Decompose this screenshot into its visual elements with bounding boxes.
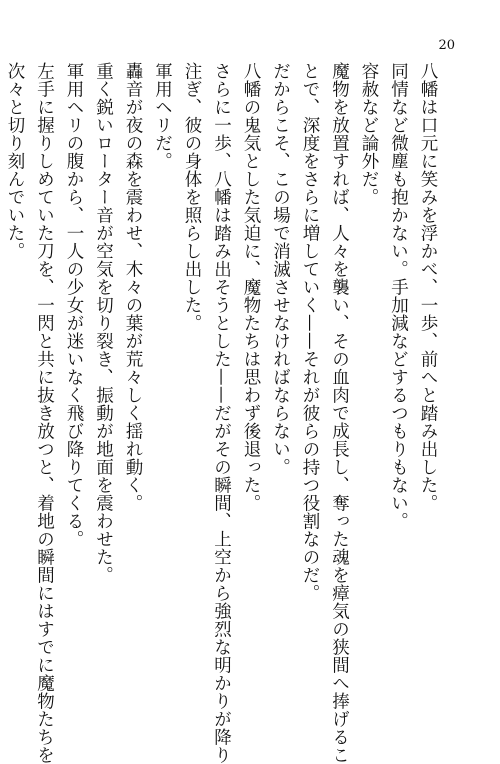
page-number: 20 — [438, 38, 455, 53]
text-line: 八幡の鬼気とした気迫に、魔物たちは思わず後退った。 — [241, 62, 261, 512]
text-line: 次々と切り刻んでいた。 — [5, 62, 25, 260]
text-line: 軍用ヘリの腹から、一人の少女が迷いなく飛び降りてくる。 — [64, 62, 84, 548]
text-line: 左手に握りしめていた刀を、一閃と共に抜き放つと、着地の瞬間にはすでに魔物たちを — [34, 62, 55, 764]
text-line: 軍用ヘリだ。 — [152, 62, 173, 170]
text-line: 注ぎ、彼の身体を照らし出した。 — [182, 62, 202, 332]
text-line: とで、深度をさらに増していく——それが彼らの持つ役割なのだ。 — [300, 62, 320, 602]
text-line: 八幡は口元に笑みを浮かべ、一歩、前へと踏み出した。 — [418, 62, 438, 512]
text-line: 同情など微塵も抱かない。手加減などするつもりもない。 — [388, 62, 409, 530]
text-line: さらに一歩、八幡は踏み出そうとした——だがその瞬間、上空から強烈な明かりが降り — [211, 62, 232, 764]
text-line: だからこそ、この場で消滅させなければならない。 — [270, 62, 291, 476]
text-line: 轟音が夜の森を震わせ、木々の葉が荒々しく揺れ動く。 — [123, 62, 143, 512]
text-line: 容赦など論外だ。 — [359, 62, 379, 206]
text-line: 重く鋭いローター音が空気を切り裂き、振動が地面を震わせた。 — [93, 62, 114, 584]
text-line: 魔物を放置すれば、人々を襲い、その血肉で成長し、奪った魂を瘴気の狭間へ捧げるこ — [329, 62, 350, 764]
novel-text — [0, 62, 442, 764]
